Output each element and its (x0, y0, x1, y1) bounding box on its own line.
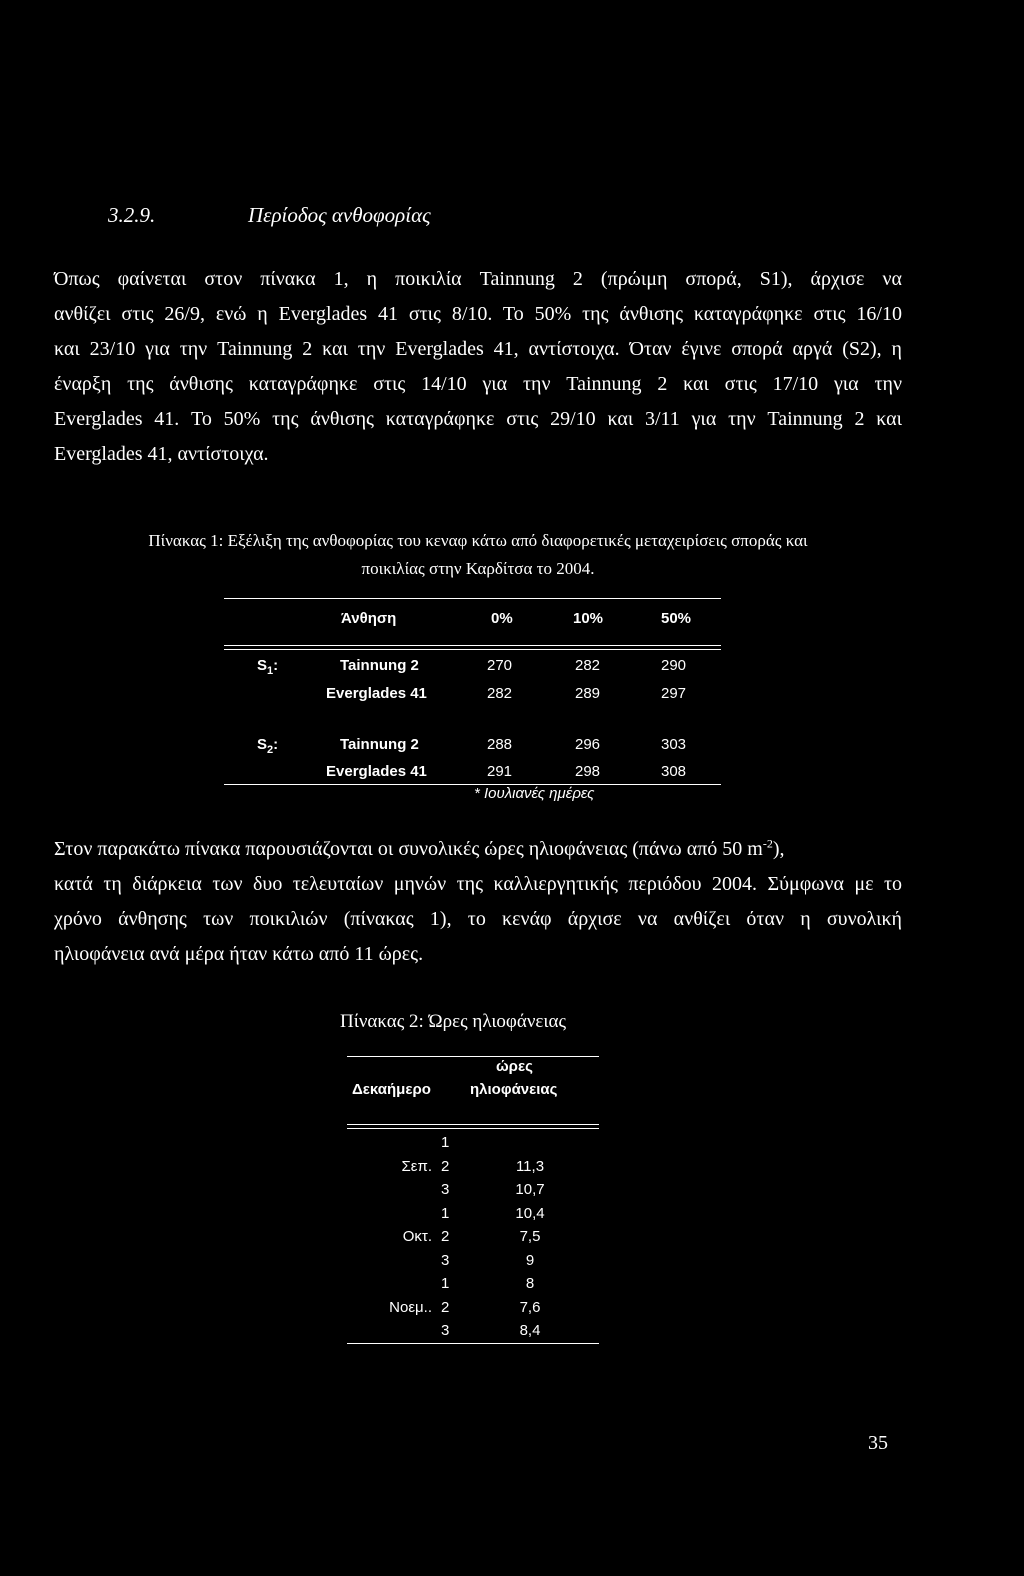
section-heading (108, 203, 431, 228)
table2-dekad: 3 (441, 1322, 450, 1339)
table2-header-rule (347, 1124, 599, 1125)
table1-variety: Everglades 41 (326, 763, 427, 780)
table2-hours: 9 (525, 1252, 535, 1269)
table1-top-rule (224, 598, 721, 599)
table1-header-50: 50% (661, 610, 692, 627)
page-number: 35 (868, 1432, 888, 1454)
table1-variety: Everglades 41 (326, 685, 427, 702)
paragraph-line: Everglades 41. Το 50% της άνθισης καταγράφηκε στις 29/10 και 3/11 για την Tainnung 2 και (54, 408, 902, 430)
table2-dekad: 1 (441, 1134, 450, 1151)
table2-hours: 7,6 (519, 1299, 541, 1316)
table2-hours: 10,4 (515, 1205, 545, 1222)
table1-bottom-rule (224, 784, 721, 785)
table2-dekad: 3 (441, 1252, 450, 1269)
table1-value: 282 (487, 685, 513, 702)
table2-hours: 8,4 (519, 1322, 541, 1339)
table2-hours: 8 (525, 1275, 535, 1292)
table2-top-rule (347, 1056, 599, 1057)
table1-value: 290 (661, 657, 687, 674)
table1-value: 298 (575, 763, 601, 780)
table2-header-rule2 (347, 1128, 599, 1129)
table2-month: Οκτ. (402, 1228, 432, 1245)
paragraph-line: ανθίζει στις 26/9, ενώ η Everglades 41 στις 8/10. Το 50% της άνθισης καταγράφηκε στις 16/10 (54, 303, 902, 325)
table2-header-dekad: Δεκαήμερο (352, 1081, 431, 1098)
table2-dekad: 2 (441, 1158, 450, 1175)
table1-header-rule2 (224, 649, 721, 650)
table1-value: 270 (487, 657, 513, 674)
table2-bottom-rule (347, 1343, 599, 1344)
table2-dekad: 2 (441, 1228, 450, 1245)
table1-footnote: * Ιουλιανές ημέρες (474, 785, 595, 802)
paragraph-line: και 23/10 για την Tainnung 2 και την Everglades 41, αντίστοιχα. Όταν έγινε σπορά αργά (S2), η (54, 338, 902, 360)
table1-caption (54, 527, 902, 583)
table1-value: 297 (661, 685, 687, 702)
table1-header-10: 10% (573, 610, 604, 627)
table1-value: 308 (661, 763, 687, 780)
table1-value: 303 (661, 736, 687, 753)
paragraph-2 (54, 832, 902, 972)
table2-hours: 10,7 (515, 1181, 545, 1198)
table1-caption-line1: Πίνακας 1: Εξέλιξη της ανθοφορίας του κεναφ κάτω από διαφορετικές μεταχειρίσεις σποράς και (148, 531, 808, 550)
table2-hours: 7,5 (519, 1228, 541, 1245)
table2-hours: 11,3 (515, 1158, 545, 1175)
paragraph-line: έναρξη της άνθισης καταγράφηκε στις 14/10 για την Tainnung 2 και στις 17/10 για την (54, 373, 902, 395)
section-number: 3.2.9. (108, 203, 156, 227)
table2-dekad: 1 (441, 1275, 450, 1292)
table2-month: Νοεμ.. (389, 1299, 432, 1316)
table1-value: 291 (487, 763, 513, 780)
table1-header-0: 0% (491, 610, 513, 627)
table2-header-hours-line2: ηλιοφάνειας (470, 1081, 558, 1098)
table1-group-label: $S_1$: (257, 657, 279, 677)
table2-dekad: 3 (441, 1181, 450, 1198)
table2-dekad: 1 (441, 1205, 450, 1222)
table1-value: 282 (575, 657, 601, 674)
section-title: Περίοδος ανθοφορίας (248, 203, 431, 227)
paragraph-line: Everglades 41, αντίστοιχα. (54, 443, 269, 465)
table1-header-flowering: Άνθηση (341, 610, 397, 627)
table1-caption-line2: ποικιλίας στην Καρδίτσα το 2004. (361, 559, 595, 578)
paragraph-1 (54, 262, 902, 472)
table1-value: 289 (575, 685, 601, 702)
table2-header-hours-line1: ώρες (496, 1058, 533, 1075)
table1-value: 296 (575, 736, 601, 753)
table1-variety: Tainnung 2 (340, 736, 419, 753)
paragraph-line: χρόνο άνθησης των ποικιλιών (πίνακας 1), το κενάφ άρχισε να ανθίζει όταν η συνολική (54, 908, 902, 930)
paragraph-line: Στον παρακάτω πίνακα παρουσιάζονται οι συνολικές ώρες ηλιοφάνειας (πάνω από 50 $m^{-2}$), (54, 836, 785, 860)
paragraph-line: Όπως φαίνεται στον πίνακα 1, η ποικιλία Tainnung 2 (πρώιμη σπορά, S1), άρχισε να (54, 268, 902, 290)
table1-value: 288 (487, 736, 513, 753)
table2-caption: Πίνακας 2: Ώρες ηλιοφάνειας (340, 1011, 567, 1032)
table1-variety: Tainnung 2 (340, 657, 419, 674)
table2-dekad: 2 (441, 1299, 450, 1316)
table1-group-label: $S_2$: (257, 736, 279, 756)
table1-header-rule (224, 645, 721, 646)
table2-month: Σεπ. (401, 1158, 432, 1175)
paragraph-line: κατά τη διάρκεια των δυο τελευταίων μηνών της καλλιεργητικής περιόδου 2004. Σύμφωνα με το (54, 873, 902, 895)
paragraph-line: ηλιοφάνεια ανά μέρα ήταν κάτω από 11 ώρες. (54, 943, 424, 965)
